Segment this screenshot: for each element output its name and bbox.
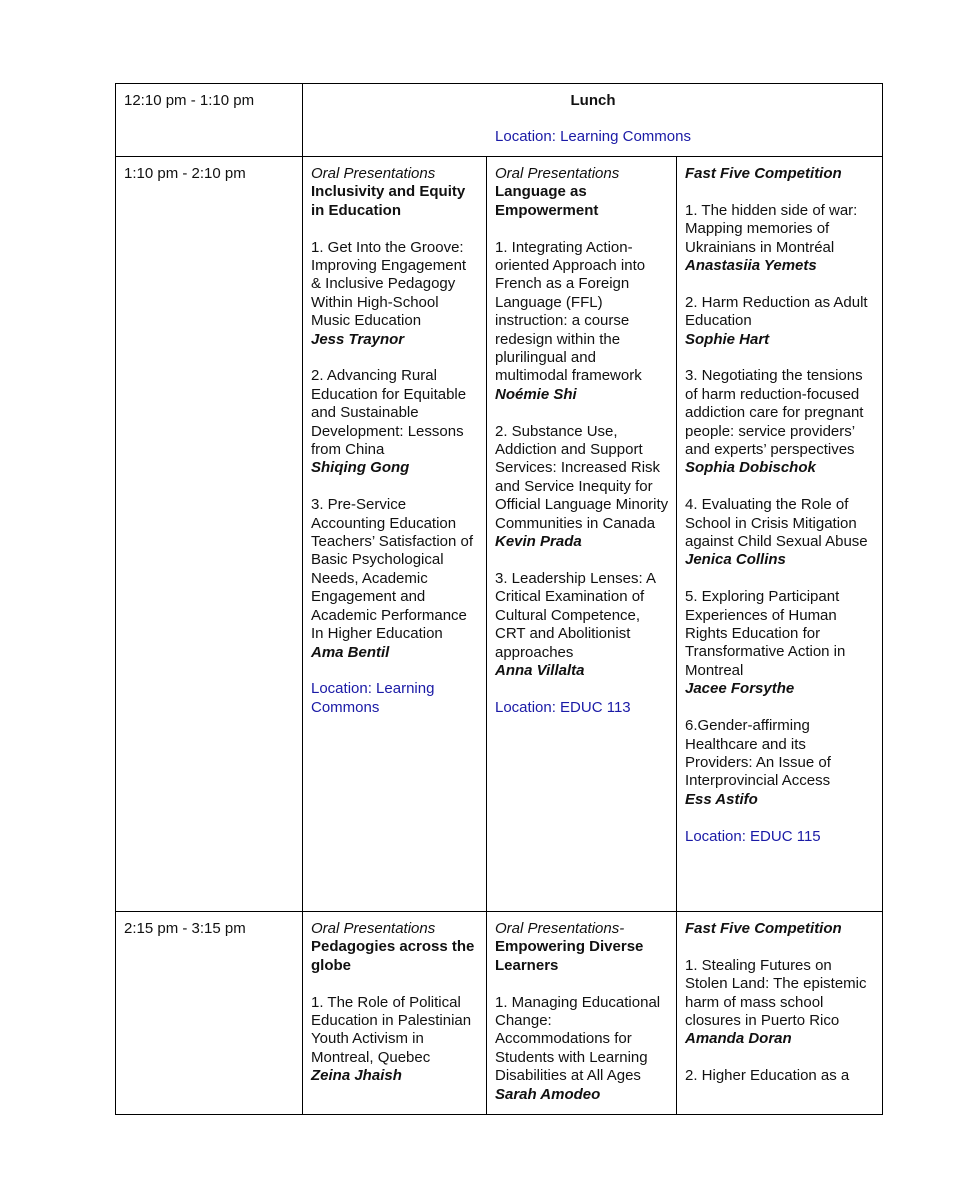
presentation-title: 2. Advancing Rural Education for Equitable and Sustainable Development: Lessons from China (311, 367, 467, 459)
presentation-title: 3. Leadership Lenses: A Critical Examination of Cultural Competence, CRT and Abolitionist approaches (495, 569, 656, 661)
presentation-title: 1. The Role of Political Education in Palestinian Youth Activism in Montreal, Quebec (311, 993, 472, 1066)
time-cell (116, 157, 303, 912)
presentation-item (495, 239, 669, 405)
presentation-title: 2. Substance Use, Addiction and Support Services: Increased Risk and Service Inequity for Official Language Minority Communities in Canada (495, 422, 669, 532)
track-label: Oral Presentations (495, 165, 620, 182)
session-cell (303, 157, 487, 912)
presentation-item (495, 423, 669, 552)
presentation-item (685, 294, 875, 349)
presenter-name: Shiqing Gong (311, 459, 410, 477)
session-row (116, 912, 883, 1115)
session-title: Pedagogies across the globe (311, 938, 475, 974)
presentation-title: 1. Integrating Action-oriented Approach into French as a Foreign Language (FFL) instruction: a course redesign within the plurilingual and multimodal framework (495, 238, 646, 385)
presentation-title: 1. The hidden side of war: Mapping memories of Ukrainians in Montréal (685, 201, 858, 256)
presentation-item (685, 1067, 875, 1085)
presentation-item (495, 570, 669, 680)
time-cell (116, 84, 303, 157)
presentation-item (685, 717, 875, 809)
presentation-item (495, 994, 669, 1104)
presentation-title: 1. Managing Educational Change: Accommodations for Students with Learning Disabilities at All Ages (495, 993, 661, 1085)
presentation-title: 4. Evaluating the Role of School in Crisis Mitigation against Child Sexual Abuse (685, 496, 868, 551)
presentation-item (685, 588, 875, 698)
presentation-title: 3. Negotiating the tensions of harm reduction-focused addiction care for pregnant people: service providers’ and experts’ perspectives (685, 367, 864, 459)
presenter-name: Sarah Amodeo (495, 1085, 601, 1103)
presentation-title: 2. Higher Education as a (685, 1067, 850, 1085)
time-label: 12:10 pm - 1:10 pm (124, 92, 255, 109)
presentation-item (311, 367, 479, 477)
presenter-name: Zeina Jhaish (311, 1067, 402, 1085)
presentation-title: 3. Pre-Service Accounting Education Teachers’ Satisfaction of Basic Psychological Needs, Academic Engagement and Academic Performance In Higher Education (311, 496, 474, 643)
session-cell (303, 912, 487, 1115)
track-label: Fast Five Competition (685, 920, 842, 937)
session-cell (677, 157, 883, 912)
presenter-name: Anna Villalta (495, 661, 585, 679)
schedule-table (115, 83, 883, 1115)
time-label: 2:15 pm - 3:15 pm (124, 920, 246, 937)
session-cell (487, 912, 677, 1115)
track-label: Oral Presentations (311, 165, 436, 182)
session-row (116, 157, 883, 912)
presenter-name: Jenica Collins (685, 551, 786, 569)
presenter-name: Amanda Doran (685, 1030, 792, 1048)
session-title: Language as Empowerment (495, 183, 599, 219)
session-cell (487, 157, 677, 912)
time-cell (116, 912, 303, 1115)
presenter-name: Noémie Shi (495, 385, 577, 403)
presentation-title: 1. Get Into the Groove: Improving Engagement & Inclusive Pedagogy Within High-School Music Education (311, 238, 467, 330)
presentation-item (311, 496, 479, 662)
lunch-row (116, 84, 883, 157)
presentation-item (685, 367, 875, 477)
lunch-cell (303, 84, 883, 157)
presentation-title: 6.Gender-affirming Healthcare and its Providers: An Issue of Interprovincial Access (685, 717, 831, 790)
time-label: 1:10 pm - 2:10 pm (124, 165, 246, 182)
presenter-name: Jess Traynor (311, 330, 405, 348)
session-title: Inclusivity and Equity in Education (311, 183, 466, 219)
track-label: Oral Presentations (311, 920, 436, 937)
presentation-title: 2. Harm Reduction as Adult Education (685, 293, 868, 330)
presentation-item (685, 202, 875, 276)
presentation-item (685, 957, 875, 1049)
track-label: Fast Five Competition (685, 165, 842, 182)
presenter-name: Sophia Dobischok (685, 459, 816, 477)
presenter-name: Ama Bentil (311, 643, 390, 661)
presenter-name: Jacee Forsythe (685, 680, 795, 698)
session-cell (677, 912, 883, 1115)
location-label: Location: EDUC 115 (685, 827, 821, 845)
presentation-item (311, 239, 479, 349)
presenter-name: Kevin Prada (495, 533, 582, 551)
session-title: Empowering Diverse Learners (495, 938, 644, 974)
presenter-name: Ess Astifo (685, 790, 758, 808)
lunch-location: Location: Learning Commons (495, 128, 691, 146)
location-label: Location: EDUC 113 (495, 698, 631, 716)
location-label: Location: Learning Commons (311, 680, 435, 716)
lunch-title: Lunch (570, 92, 616, 109)
presenter-name: Sophie Hart (685, 330, 770, 348)
presenter-name: Anastasiia Yemets (685, 257, 817, 275)
presentation-title: 5. Exploring Participant Experiences of Human Rights Education for Transformative Action in Montreal (685, 588, 846, 679)
presentation-item (685, 496, 875, 570)
presentation-item (311, 994, 479, 1086)
presentation-title: 1. Stealing Futures on Stolen Land: The epistemic harm of mass school closures in Puerto Rico (685, 956, 867, 1030)
track-label: Oral Presentations- (495, 920, 625, 937)
